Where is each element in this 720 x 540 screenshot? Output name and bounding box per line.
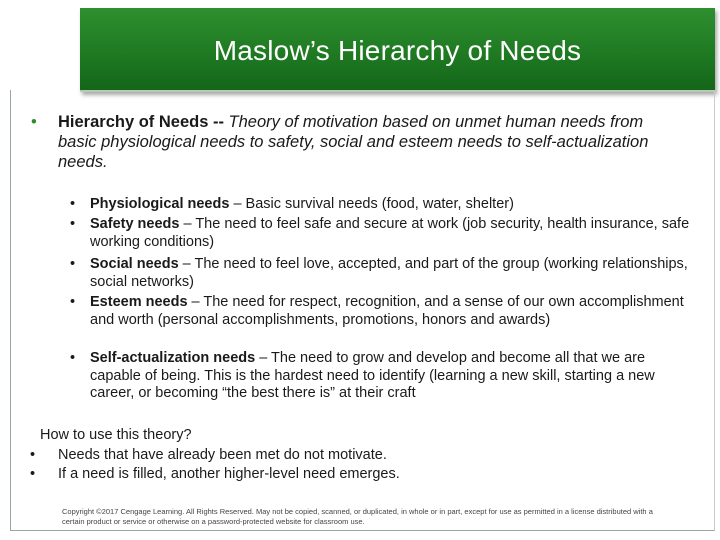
main-definition: Theory of motivation based on unmet human needs from basic physiological needs to safety, social and esteem needs to self-actualization needs. (58, 113, 649, 171)
how-to-use-list (30, 446, 670, 484)
need-description: – The need for respect, recognition, and a sense of our own accomplishment and worth (personal accomplishments, promotions, honors and awards) (90, 294, 684, 328)
need-term: Physiological needs (90, 196, 230, 212)
copyright-notice: Copyright ©2017 Cengage Learning. All Rights Reserved. May not be copied, scanned, or duplicated, in whole or in part, except for use as permitted in a license distributed with a certain product or service or otherwise on a password-protected website for classroom use. (62, 507, 653, 526)
need-term: Self-actualization needs (90, 350, 256, 366)
need-term: Safety needs (90, 216, 180, 232)
bullet-icon: • (70, 216, 76, 232)
list-item (30, 465, 670, 484)
how-to-use-title: How to use this theory? (40, 427, 192, 443)
need-description: – The need to feel safe and secure at work (job security, health insurance, safe working conditions) (90, 216, 690, 250)
need-description: – The need to feel love, accepted, and part of the group (working relationships, social networks) (90, 256, 688, 290)
need-description: – Basic survival needs (food, water, shelter) (229, 196, 514, 212)
slide-title: Maslow’s Hierarchy of Needs (213, 35, 582, 66)
bullet-icon: • (70, 196, 76, 212)
main-bullet-text (58, 112, 678, 172)
need-description: – The need to grow and develop and become all that we are capable of being. This is the hardest need to identify (learning a new skill, starting a new career, or becoming “the best there is” at their craft (90, 350, 655, 401)
need-term: Social needs (90, 256, 179, 272)
bullet-icon: • (31, 113, 37, 131)
bullet-icon: • (30, 447, 36, 463)
how-to-use-text: Needs that have already been met do not motivate. (58, 447, 387, 463)
bullet-icon: • (70, 350, 76, 366)
bullet-icon: • (30, 466, 36, 482)
main-term: Hierarchy of Needs -- (58, 113, 224, 131)
bullet-icon: • (70, 256, 76, 272)
bullet-icon: • (70, 294, 76, 310)
list-item (30, 446, 670, 465)
title-bar (80, 8, 715, 92)
need-term: Esteem needs (90, 294, 188, 310)
how-to-use-text: If a need is filled, another higher-level need emerges. (58, 466, 400, 482)
